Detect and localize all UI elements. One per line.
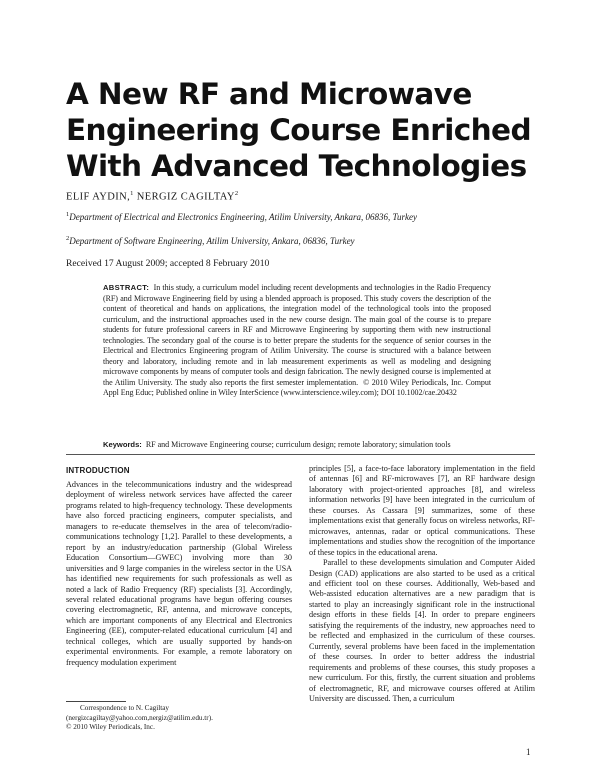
affiliation-mark: 2 bbox=[66, 235, 70, 242]
author-name: NERGIZ CAGILTAY bbox=[136, 191, 235, 203]
footnote bbox=[66, 704, 292, 733]
title-line-1: A New RF and Microwave bbox=[66, 77, 472, 111]
author-affiliation-mark: 2 bbox=[234, 190, 239, 197]
author-list bbox=[66, 190, 238, 203]
footnote-divider bbox=[66, 701, 126, 702]
author-affiliation-mark: 1 bbox=[130, 190, 134, 197]
title-line-3: With Advanced Technologies bbox=[66, 149, 527, 183]
keywords bbox=[103, 440, 503, 449]
affiliation-mark: 1 bbox=[66, 211, 70, 218]
paper-title bbox=[66, 76, 546, 184]
keywords-label: Keywords: bbox=[103, 440, 142, 449]
body-paragraph: Parallel to these developments simulation and Computer Aided Design (CAD) applications are also started to be used as a critical and efficient tool on these courses. Additionally, Web-based and Web-assisted education alternatives are a new paradigm that is started to play an increasingly significant role in the instructional design efforts in these fields [4]. In order to prepare engineers satisfying the requirements of the industry, new approaches need to be reflected and emphasized in the curriculum of these courses. Currently, several problems have been faced in the implementation of these courses. In order to better address the industrial requirements and problems of these courses, this study proposes a new curriculum. For this, firstly, the current situation and problems of electromagnetic, RF, and microwave courses offered at Atilim University are discussed. Then, a curriculum bbox=[309, 558, 535, 703]
left-column bbox=[66, 480, 292, 668]
keywords-text: RF and Microwave Engineering course; curriculum design; remote laboratory; simulation tools bbox=[145, 440, 451, 449]
abstract-copyright: © 2010 Wiley Periodicals, Inc. Comput Appl Eng Educ; Published online in Wiley InterScience (www.interscience.wiley.com); DOI 10.1002/cae.20432 bbox=[103, 377, 491, 398]
body-paragraph: Advances in the telecommunications industry and the widespread deployment of wireless network services have affected the career programs related to high-frequency technology. These developments have also forced practicing engineers, computer specialists, and managers to re-educate themselves in the area of telecom/radio-communications technology [1,2]. Parallel to these developments, a report by an industry/education partnership (Global Wireless Education Consortium—GWEC) involving more than 30 universities and 9 large companies in the wireless sector in the USA has identified new requirements for such professionals as well as noted a lack of Radio Frequency (RF) specialists [3]. Accordingly, several related educational programs have begun offering courses covering electromagnetic, RF, antenna, and microwave concepts, which are important components of any Electrical and Electronics Engineering (EE), computer-related educational curriculum [4] and technical colleges, which are usually supported by hands-on experimental environments. For example, a remote laboratory on frequency modulation experiment bbox=[66, 480, 292, 667]
footnote-copyright: © 2010 Wiley Periodicals, Inc. bbox=[66, 723, 155, 731]
section-divider bbox=[66, 454, 535, 455]
correspondence-email: (nergizcagiltay@yahoo.com,nergiz@atilim.edu.tr). bbox=[66, 713, 213, 722]
abstract-text: In this study, a curriculum model including recent developments and technologies in the Radio Frequency (RF) and Microwave Engineering field by using a blended approach is proposed. This study covers the description of the content of theoretical and hands on applications, the integration model of the technological tools into the proposed curriculum, and the instructional approaches used in the new course design. The main goal of the course is to prepare students for future professional careers in RF and Microwave Engineering by supporting them with new instructional technologies. The secondary goal of the course is to better prepare the students for the sequence of senior courses in the Electrical and Electronics Engineering program of Atilim University. The course is structured with a balance between theory and laboratory, including remote and in lab measurement experiments as well as modeling and designing microwave components by means of computer tools and design fabrication. The newly designed course is implemented at the Atilim University. The study also reports the first semester implementation. bbox=[103, 283, 491, 387]
affiliation-2 bbox=[66, 235, 355, 246]
affiliation-1 bbox=[66, 211, 417, 222]
section-heading: INTRODUCTION bbox=[66, 466, 130, 475]
page-number: 1 bbox=[526, 747, 531, 757]
body-paragraph: principles [5], a face-to-face laboratory implementation in the field of antennas [6] and RF-microwaves [7], an RF hardware design laboratory with project-oriented approaches [8], and wireless information networks [9] have been integrated in the curriculum of these courses. As Cassara [9] summarizes, some of these implementations exist that generally focus on wireless networks, RF-microwaves, antennas, radar or optical communications. These implementations and studies show the recognition of the importance of these topics in the educational arena. bbox=[309, 464, 535, 557]
author-name: ELIF AYDIN, bbox=[66, 191, 131, 203]
right-column bbox=[309, 464, 535, 704]
abstract bbox=[103, 283, 491, 399]
affiliation-text: Department of Software Engineering, Atilim University, Ankara, 06836, Turkey bbox=[69, 236, 355, 246]
affiliation-text: Department of Electrical and Electronics Engineering, Atilim University, Ankara, 06836, Turkey bbox=[69, 212, 418, 222]
received-date: Received 17 August 2009; accepted 8 February 2010 bbox=[66, 258, 270, 269]
correspondence-line: Correspondence to N. Cagiltay bbox=[80, 704, 170, 712]
title-line-2: Engineering Course Enriched bbox=[66, 113, 531, 147]
abstract-label: ABSTRACT: bbox=[103, 283, 150, 292]
